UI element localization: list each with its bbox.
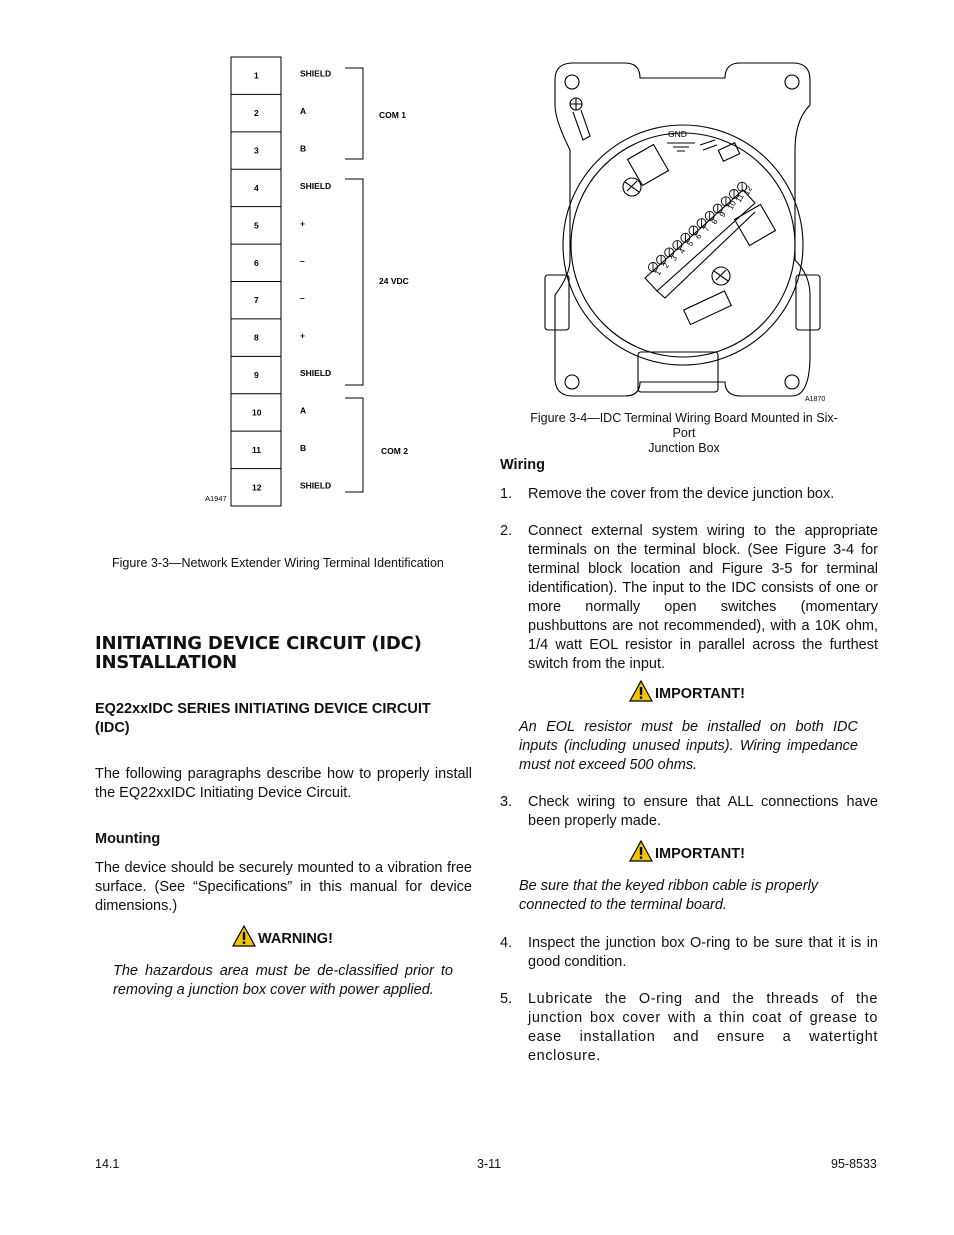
footer-page-number: 3-11 (477, 1157, 502, 1171)
important-text-1: An EOL resistor must be installed on both IDC inputs (including unused inputs). Wiring impedance must not exceed 500 ohms. (519, 719, 858, 773)
terminal-label: A (300, 106, 307, 117)
group-24vdc: 24 VDC (379, 276, 409, 286)
terminal-number: 1 (652, 268, 663, 277)
subsection-title-line-1: EQ22xxIDC SERIES INITIATING DEVICE CIRCUIT (95, 701, 431, 717)
subsection-title (95, 700, 475, 738)
terminal-label: + (300, 218, 305, 229)
terminal-number: 9 (254, 370, 259, 381)
footer-revision: 14.1 (95, 1157, 120, 1171)
terminal-number: 8 (709, 217, 720, 226)
caption-line-1: Figure 3-4—IDC Terminal Wiring Board Mounted in Six-Port (530, 411, 838, 440)
step-number: 2. (500, 523, 513, 539)
drawing-id: A1947 (205, 494, 227, 503)
drawing-id: A1870 (805, 396, 826, 403)
warning-text: The hazardous area must be de-classified prior to removing a junction box cover with power applied. (113, 963, 453, 998)
terminal-number: 4 (254, 182, 259, 193)
terminal-label: B (300, 442, 307, 453)
terminal-block-drawing (195, 55, 435, 510)
figure-3-4-caption (519, 411, 849, 456)
figure-3-3-caption: Figure 3-3—Network Extender Wiring Terminal Identification (112, 556, 444, 570)
terminal-number: 10 (725, 199, 739, 212)
wiring-step-1 (500, 485, 878, 504)
important-label: IMPORTANT! (655, 686, 745, 702)
terminal-number: 3 (254, 145, 259, 156)
warning-icon (629, 680, 653, 702)
terminal-label: A (300, 405, 307, 416)
step-text: Lubricate the O-ring and the threads of the junction box cover with a thin coat of grease to ease installation and ensure a watertight enclosure. (528, 991, 878, 1064)
figure-3-4-junction-box (545, 60, 826, 405)
wiring-heading: Wiring (500, 457, 545, 473)
terminal-number: 9 (717, 210, 728, 219)
wiring-step-5 (500, 990, 878, 1066)
section-title (95, 634, 495, 672)
warning-label: WARNING! (258, 931, 333, 947)
terminal-label: – (300, 255, 305, 266)
section-title-line-1: INITIATING DEVICE CIRCUIT (IDC) (95, 633, 422, 654)
group-com1: COM 1 (379, 110, 406, 120)
step-text: Inspect the junction box O-ring to be sure that it is in good condition. (528, 935, 878, 970)
figure-3-3-terminal-diagram (195, 55, 435, 510)
subsection-title-line-2: (IDC) (95, 720, 130, 736)
warning-icon (629, 840, 653, 862)
terminal-label: B (300, 143, 307, 154)
terminal-label: SHIELD (300, 480, 332, 491)
wiring-step-4 (500, 934, 878, 972)
step-text: Remove the cover from the device junction box. (528, 486, 835, 502)
junction-box-drawing (545, 60, 826, 405)
terminal-number: 6 (693, 232, 704, 241)
terminal-number: 12 (252, 482, 262, 493)
section-title-line-2: INSTALLATION (95, 652, 237, 673)
important-label: IMPORTANT! (655, 846, 745, 862)
terminal-number: 7 (701, 224, 712, 234)
important-callout-1 (629, 680, 745, 702)
step-text: Connect external system wiring to the appropriate terminals on the terminal block. (See Figure 3-4 for terminal block location and Figure 3-5 for terminal identification). The input to the IDC consists of one or more normally open switches (momentary pushbuttons are not recommended), with a 10K ohm, 1/4 watt EOL resistor in parallel across the furthest switch from the input. (528, 523, 878, 672)
warning-callout (232, 925, 333, 947)
terminal-number: 2 (661, 261, 672, 270)
important-text-2: Be sure that the keyed ribbon cable is properly connected to the terminal board. (519, 878, 819, 913)
terminal-number: 5 (254, 220, 259, 231)
terminal-number: 7 (254, 295, 259, 306)
terminal-number: 6 (254, 257, 259, 268)
gnd-label: GND (668, 129, 687, 139)
terminal-label: SHIELD (300, 180, 332, 191)
terminal-label: – (300, 293, 305, 304)
step-number: 1. (500, 486, 513, 502)
step-number: 4. (500, 935, 513, 951)
step-number: 3. (500, 794, 513, 810)
terminal-number: 4 (677, 246, 688, 256)
group-com2: COM 2 (381, 446, 408, 456)
wiring-step-2 (500, 522, 878, 674)
terminal-number: 10 (252, 407, 262, 418)
footer-document-number: 95-8533 (831, 1157, 877, 1171)
step-text: Check wiring to ensure that ALL connections have been properly made. (528, 794, 878, 829)
terminal-number: 11 (252, 444, 261, 455)
terminal-number: 1 (254, 70, 259, 81)
warning-icon (232, 925, 256, 947)
terminal-label: SHIELD (300, 68, 332, 79)
important-callout-2 (629, 840, 745, 862)
terminal-number: 5 (685, 239, 696, 248)
intro-paragraph: The following paragraphs describe how to properly install the EQ22xxIDC Initiating Device Circuit. (95, 766, 472, 801)
terminal-number: 8 (254, 332, 259, 343)
step-number: 5. (500, 991, 513, 1007)
terminal-number: 11 (733, 192, 746, 204)
terminal-label: SHIELD (300, 368, 332, 379)
terminal-label: + (300, 330, 305, 341)
wiring-step-3 (500, 793, 878, 831)
mounting-heading: Mounting (95, 831, 161, 847)
caption-line-2: Junction Box (648, 441, 720, 455)
terminal-number: 2 (254, 108, 259, 119)
terminal-number: 3 (669, 254, 680, 263)
terminal-number: 12 (742, 184, 755, 197)
mounting-paragraph: The device should be securely mounted to a vibration free surface. (See “Specifications” in this manual for device dimensions.) (95, 860, 472, 914)
